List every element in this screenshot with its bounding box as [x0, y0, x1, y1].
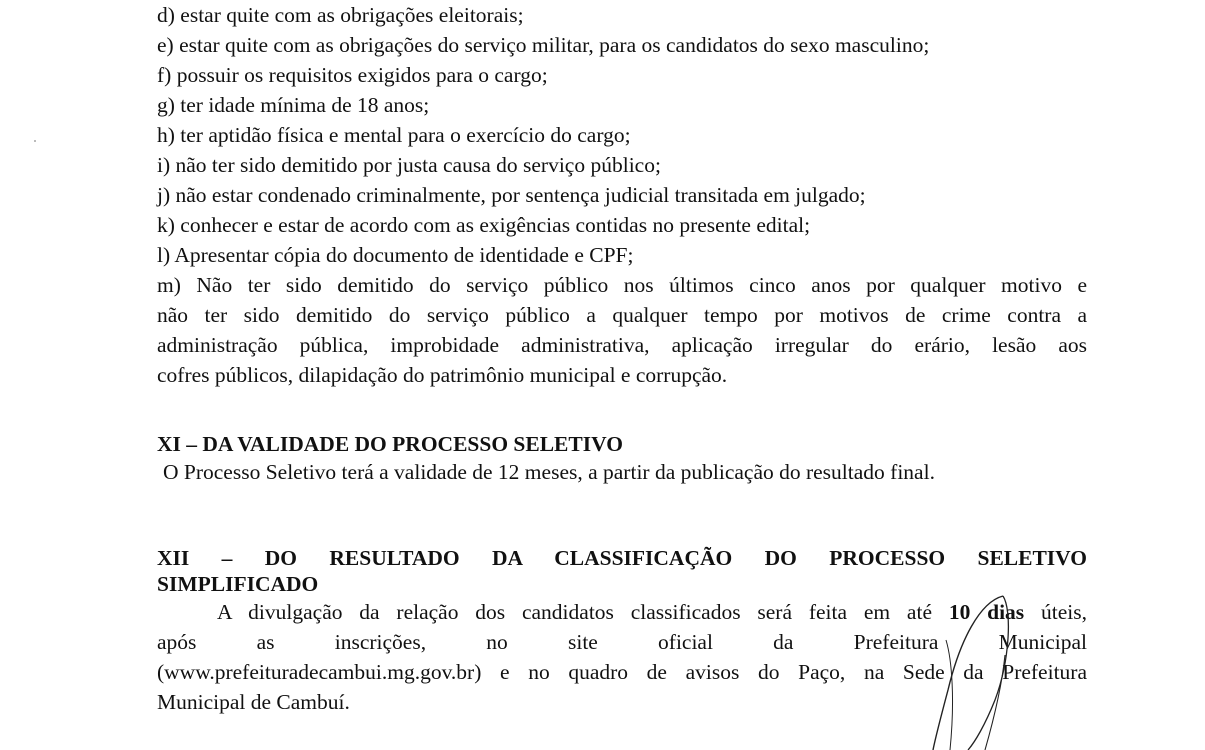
section-xi [157, 431, 1087, 487]
section-xi-text: O Processo Seletivo terá a validade de 12 meses, a partir da publicação do resultado final. [163, 460, 935, 484]
section-xii-line: após as inscrições, no site oficial da Prefeitura Municipal [157, 630, 1087, 654]
requirement-item: i) não ter sido demitido por justa causa do serviço público; [157, 153, 661, 177]
section-xii-heading [157, 545, 1087, 597]
requirement-m-line: não ter sido demitido do serviço público a qualquer tempo por motivos de crime contra a [157, 303, 1087, 327]
section-xii-line: (www.prefeituradecambui.mg.gov.br) e no quadro de avisos do Paço, na Sede da Prefeitura [157, 660, 1087, 684]
requirement-item: f) possuir os requisitos exigidos para o cargo; [157, 63, 548, 87]
section-xii-heading-line: XII – DO RESULTADO DA CLASSIFICAÇÃO DO PROCESSO SELETIVO [157, 546, 1087, 570]
requirement-item: h) ter aptidão física e mental para o exercício do cargo; [157, 123, 631, 147]
section-xii-paragraph [157, 597, 1087, 717]
requirements-list [157, 0, 1087, 390]
section-xii-line [157, 597, 1087, 627]
requirement-item: k) conhecer e estar de acordo com as exigências contidas no presente edital; [157, 213, 811, 237]
requirement-m-line: administração pública, improbidade administrativa, aplicação irregular do erário, lesão aos [157, 333, 1087, 357]
text-run: úteis, [1024, 600, 1087, 624]
requirement-m-line: m) Não ter sido demitido do serviço público nos últimos cinco anos por qualquer motivo e [157, 273, 1087, 297]
requirement-item: e) estar quite com as obrigações do serviço militar, para os candidatos do sexo masculino; [157, 33, 930, 57]
requirement-item: g) ter idade mínima de 18 anos; [157, 93, 430, 117]
section-xii [157, 545, 1087, 717]
text-run: A divulgação da relação dos candidatos classificados será feita em até [217, 600, 949, 624]
section-xii-heading-line: SIMPLIFICADO [157, 572, 319, 596]
requirement-m-line: cofres públicos, dilapidação do patrimônio municipal e corrupção. [157, 363, 728, 387]
section-xii-line: Municipal de Cambuí. [157, 690, 350, 714]
requirement-item: l) Apresentar cópia do documento de identidade e CPF; [157, 243, 634, 267]
deadline-emphasis: 10 dias [948, 600, 1025, 624]
requirement-item: j) não estar condenado criminalmente, por sentença judicial transitada em julgado; [157, 183, 866, 207]
scan-speck [34, 140, 36, 142]
requirement-item: d) estar quite com as obrigações eleitorais; [157, 3, 524, 27]
section-xi-heading: XI – DA VALIDADE DO PROCESSO SELETIVO [157, 432, 623, 456]
